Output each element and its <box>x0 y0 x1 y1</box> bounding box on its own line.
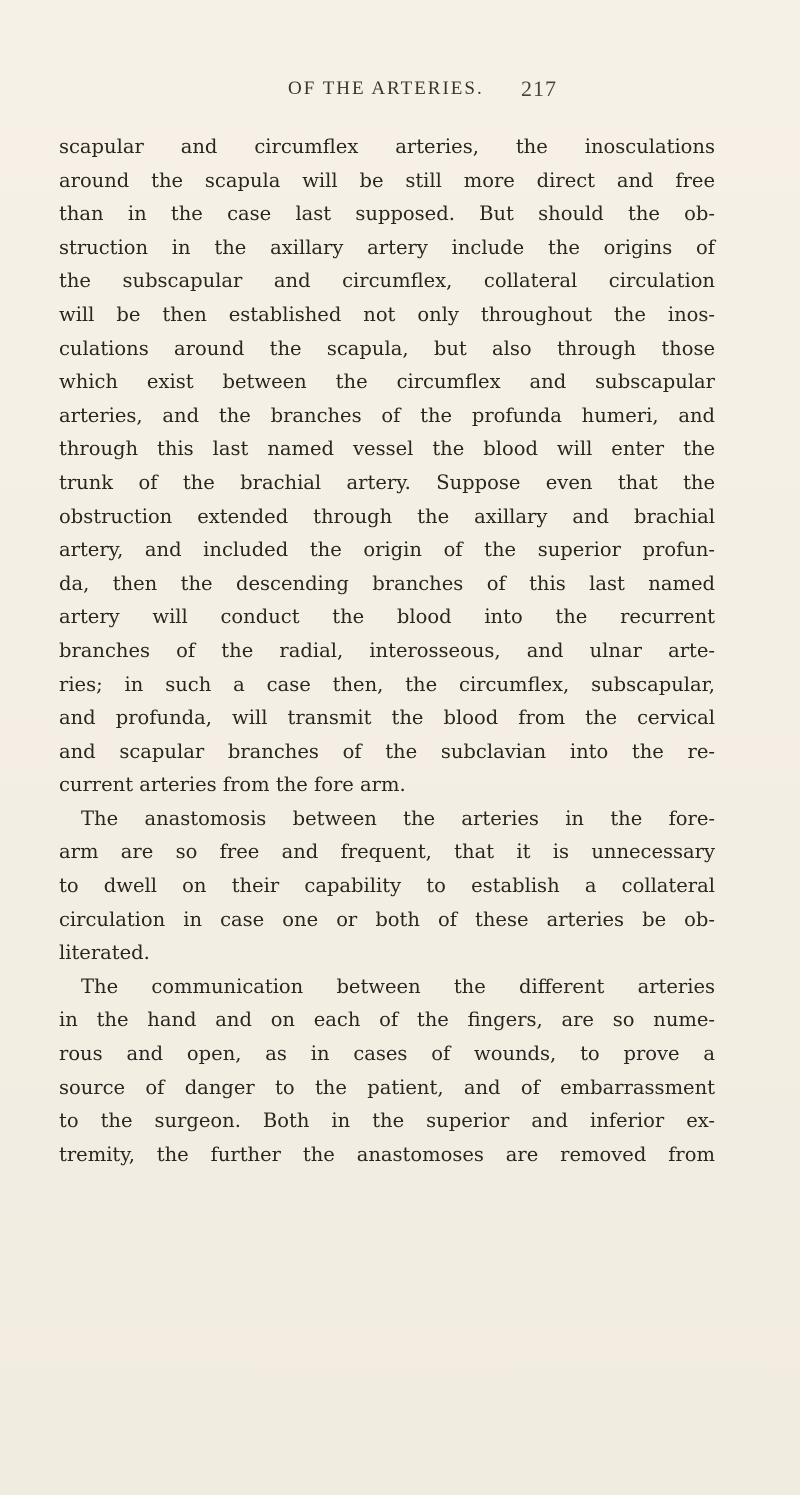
text-line: than in the case last supposed. But should the ob- <box>59 202 715 226</box>
text-line: culations around the scapula, but also through those <box>59 336 715 360</box>
text-line: The anastomosis between the arteries in the fore- <box>81 806 715 830</box>
running-title: OF THE ARTERIES. <box>288 78 484 99</box>
running-head <box>0 78 800 108</box>
text-line: will be then established not only throughout the inos- <box>59 302 715 326</box>
text-line: artery will conduct the blood into the recurrent <box>59 605 715 629</box>
text-line: circulation in case one or both of these arteries be ob- <box>59 907 715 931</box>
text-line: ries; in such a case then, the circumflex, subscapular, <box>59 672 715 696</box>
text-line: artery, and included the origin of the superior profun- <box>59 538 715 562</box>
text-line: tremity, the further the anastomoses are removed from <box>59 1142 715 1166</box>
text-line: source of danger to the patient, and of embarrassment <box>59 1075 715 1099</box>
text-line: arteries, and the branches of the profunda humeri, and <box>59 403 715 427</box>
text-line: and profunda, will transmit the blood from the cervical <box>59 706 715 730</box>
text-line: to dwell on their capability to establish a collateral <box>59 874 715 898</box>
text-line: trunk of the brachial artery. Suppose even that the <box>59 470 715 494</box>
text-line: and scapular branches of the subclavian into the re- <box>59 739 715 763</box>
text-line: arm are so free and frequent, that it is unnecessary <box>59 840 715 864</box>
text-line: branches of the radial, interosseous, and ulnar arte- <box>59 638 715 662</box>
text-line: through this last named vessel the blood will enter the <box>59 437 715 461</box>
text-line: rous and open, as in cases of wounds, to prove a <box>59 1042 715 1066</box>
text-line: struction in the axillary artery include the origins of <box>59 235 715 259</box>
text-line: da, then the descending branches of this last named <box>59 571 715 595</box>
text-line: scapular and circumflex arteries, the inosculations <box>59 135 715 158</box>
text-line: The communication between the different arteries <box>81 974 715 998</box>
text-line: the subscapular and circumflex, collateral circulation <box>59 269 715 293</box>
text-line: which exist between the circumflex and subscapular <box>59 370 715 394</box>
text-line: current arteries from the fore arm. <box>59 773 406 797</box>
body-text <box>59 130 715 1171</box>
text-line: to the surgeon. Both in the superior and inferior ex- <box>59 1109 715 1133</box>
page-number: 217 <box>521 76 557 101</box>
text-line: in the hand and on each of the fingers, are so nume- <box>59 1008 715 1032</box>
text-line: literated. <box>59 941 150 965</box>
text-line: around the scapula will be still more direct and free <box>59 168 715 192</box>
text-line: obstruction extended through the axillary and brachial <box>59 504 715 528</box>
